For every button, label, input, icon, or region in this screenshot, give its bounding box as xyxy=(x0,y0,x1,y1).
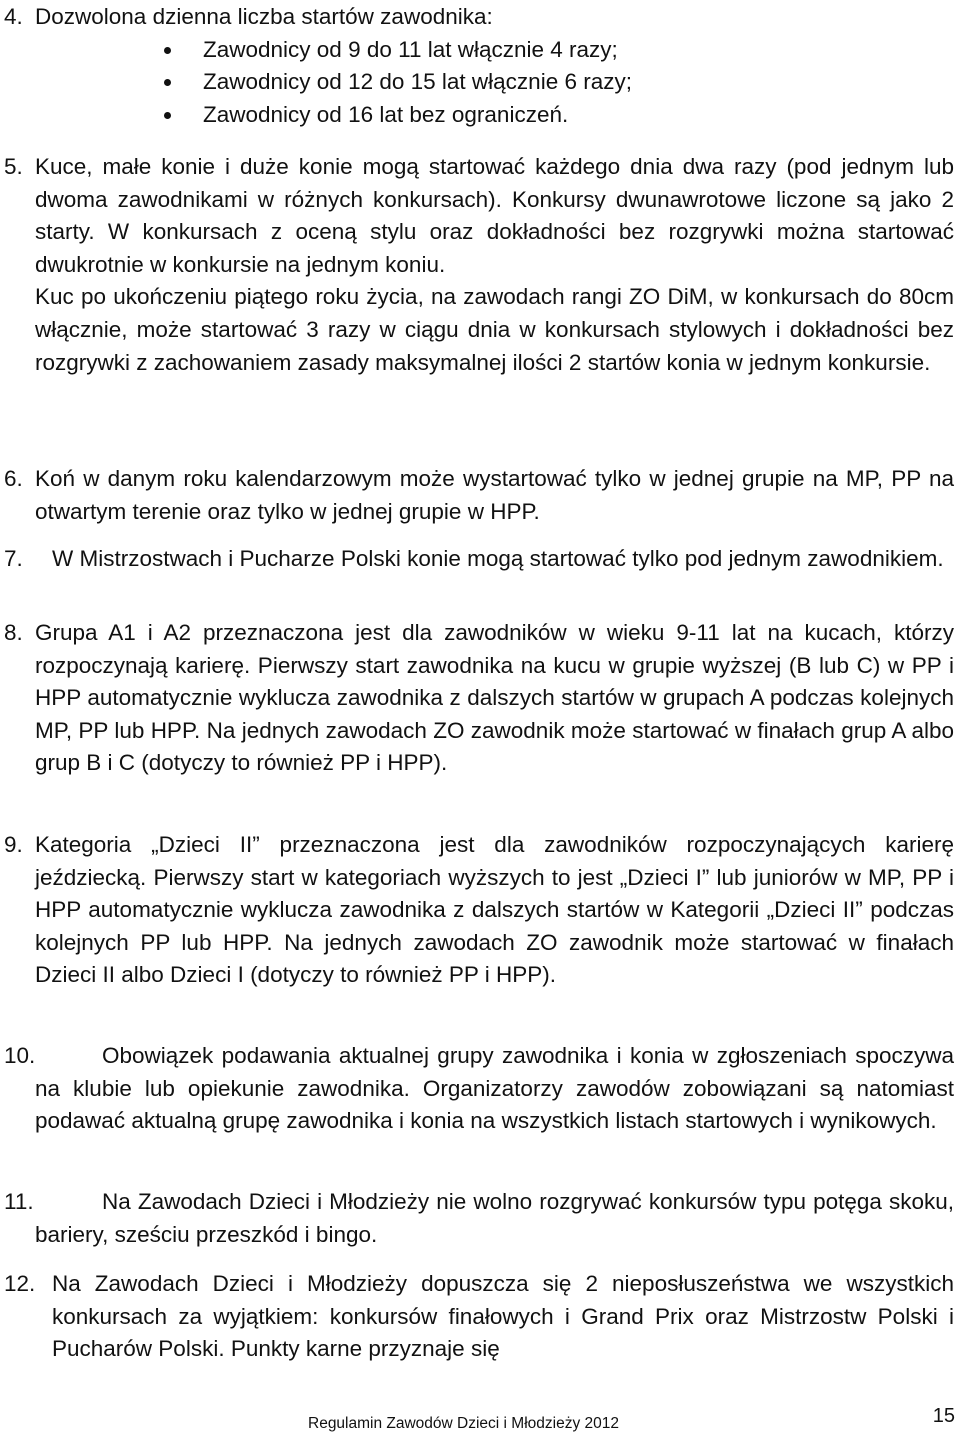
item-number: 6. xyxy=(4,466,23,491)
item-body xyxy=(35,1186,954,1251)
bullet-icon xyxy=(164,47,171,54)
bullet-text: Zawodnicy od 12 do 15 lat włącznie 6 razy; xyxy=(203,69,632,95)
item-number: 12. xyxy=(4,1271,36,1296)
item-body xyxy=(35,1,954,131)
bullet-item xyxy=(35,34,954,67)
item-number: 9. xyxy=(4,832,23,857)
item-paragraph: Kategoria „Dzieci II” przeznaczona jest dla zawodników rozpoczynających karierę jeździecką. Pierwszy start w kategoriach wyższych to jest „Dzieci I” lub juniorów w MP, PP i HPP automatycznie wyklucza zawodnika z dalszych startów w Kategorii „Dzieci II” podczas kolejnych PP lub HPP. Na jednych zawodach ZO zawodnik może startować w finałach Dzieci II albo Dzieci I (dotyczy to również PP i HPP). xyxy=(35,832,954,988)
bullet-icon xyxy=(164,112,171,119)
bullet-item xyxy=(35,66,954,99)
item-number: 4. xyxy=(4,4,23,29)
item-paragraph: Na Zawodach Dzieci i Młodzieży dopuszcza się 2 nieposłuszeństwa we wszystkich konkursach za wyjątkiem: konkursów finałowych i Grand Prix oraz Mistrzostw Polski i Pucharów Polski. Punkty karne przyznaje się xyxy=(52,1271,954,1362)
bullet-text: Zawodnicy od 9 do 11 lat włącznie 4 razy; xyxy=(203,36,618,62)
item-paragraph: Grupa A1 i A2 przeznaczona jest dla zawodników w wieku 9-11 lat na kucach, którzy rozpoczynają karierę. Pierwszy start zawodnika na kucu w grupie wyższej (B lub C) w PP i HPP automatycznie wyklucza zawodnika z dalszych startów w grupach A podczas kolejnych MP, PP lub HPP. Na jednych zawodach ZO zawodnik może startować w finałach grup A albo grup B i C (dotyczy to również PP i HPP). xyxy=(35,620,954,776)
item-body xyxy=(35,1040,954,1138)
item-paragraph: Obowiązek podawania aktualnej grupy zawodnika i konia w zgłoszeniach spoczywa na klubie lub opiekunie zawodnika. Organizatorzy zawodów zobowiązani są natomiast podawać aktualną grupę zawodnika i konia na wszystkich listach startowych i wynikowych. xyxy=(35,1043,954,1134)
item-number: 10. xyxy=(4,1043,36,1068)
item-number: 11. xyxy=(4,1189,34,1214)
item-body xyxy=(35,151,954,379)
item-body xyxy=(52,1268,954,1366)
item-number: 8. xyxy=(4,620,23,645)
bullet-item xyxy=(35,99,954,132)
item-paragraph: Dozwolona dzienna liczba startów zawodnika: xyxy=(35,4,493,29)
item-paragraph: Kuce, małe konie i duże konie mogą startować każdego dnia dwa razy (pod jednym lub dwoma zawodnikami w różnych konkursach). Konkursy dwunawrotowe liczone są jako 2 starty. W konkursach z oceną stylu oraz dokładności bez rozgrywki można startować dwukrotnie w konkursie na jednym koniu. xyxy=(35,154,954,277)
item-paragraph: Kuc po ukończeniu piątego roku życia, na zawodach rangi ZO DiM, w konkursach do 80cm włącznie, może startować 3 razy w ciągu dnia w konkursach stylowych i dokładności bez rozgrywki z zachowaniem zasady maksymalnej ilości 2 startów konia w jednym konkursie. xyxy=(35,284,954,375)
item-number: 5. xyxy=(4,154,23,179)
item-body xyxy=(35,829,954,992)
item-body xyxy=(35,617,954,780)
page-number: 15 xyxy=(932,1405,955,1427)
bullet-list xyxy=(35,34,954,132)
item-number: 7. xyxy=(4,546,23,571)
item-paragraph: W Mistrzostwach i Pucharze Polski konie mogą startować tylko pod jednym zawodnikiem. xyxy=(52,546,944,571)
footer-title: Regulamin Zawodów Dzieci i Młodzieży 2012 xyxy=(308,1415,619,1432)
item-body xyxy=(52,543,954,576)
item-paragraph: Na Zawodach Dzieci i Młodzieży nie wolno rozgrywać konkursów typu potęga skoku, bariery, sześciu przeszkód i bingo. xyxy=(35,1189,954,1247)
bullet-text: Zawodnicy od 16 lat bez ograniczeń. xyxy=(203,101,569,127)
item-paragraph: Koń w danym roku kalendarzowym może wystartować tylko w jednej grupie na MP, PP na otwartym terenie oraz tylko w jednej grupie w HPP. xyxy=(35,466,954,524)
bullet-icon xyxy=(164,79,171,86)
item-body xyxy=(35,463,954,528)
